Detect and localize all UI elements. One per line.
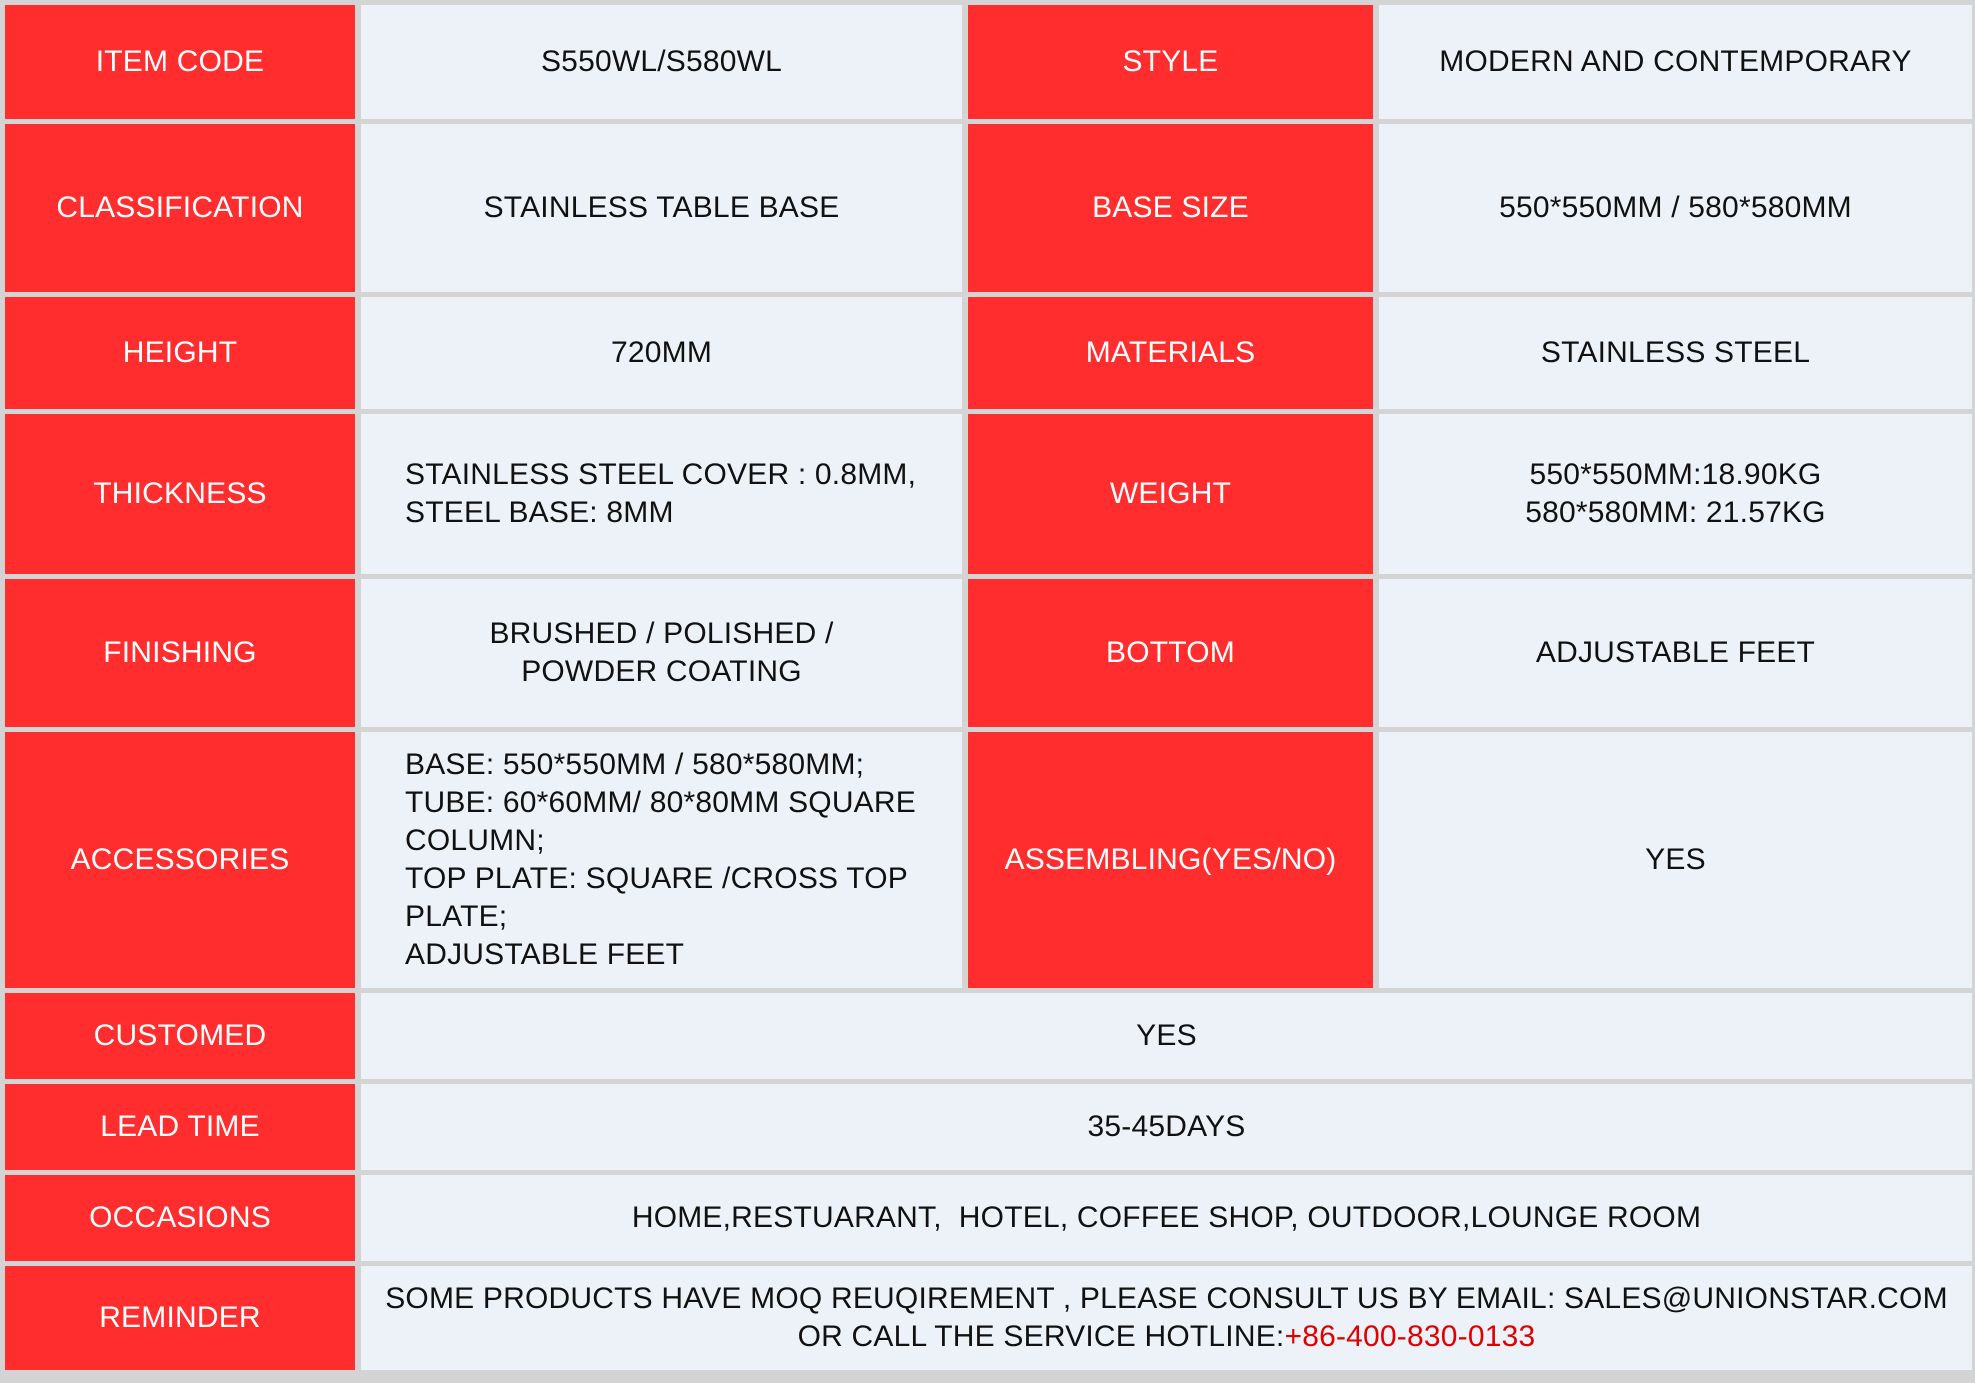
reminder-line-2: [385, 1318, 1948, 1356]
thickness-line: STEEL BASE: 8MM: [405, 496, 674, 529]
materials-label: MATERIALS: [968, 297, 1373, 409]
lead-time-label: LEAD TIME: [5, 1084, 355, 1170]
accessories-line: ADJUSTABLE FEET: [405, 938, 685, 971]
height-value: 720MM: [361, 297, 962, 409]
occasions-label: OCCASIONS: [5, 1175, 355, 1261]
weight-value: [1379, 414, 1972, 574]
customed-label: CUSTOMED: [5, 993, 355, 1079]
base-size-value: 550*550MM / 580*580MM: [1379, 124, 1972, 292]
weight-line: 550*550MM:18.90KG: [1529, 458, 1822, 491]
accessories-line: TUBE: 60*60MM/ 80*80MM SQUARE: [405, 786, 916, 819]
style-label: STYLE: [968, 5, 1373, 119]
accessories-label: ACCESSORIES: [5, 732, 355, 988]
occasions-value: HOME,RESTUARANT, HOTEL, COFFEE SHOP, OUTDOOR,LOUNGE ROOM: [361, 1175, 1972, 1261]
finishing-label: FINISHING: [5, 579, 355, 727]
assembling-label: ASSEMBLING(YES/NO): [968, 732, 1373, 988]
lead-time-value: 35-45DAYS: [361, 1084, 1972, 1170]
finishing-value: [361, 579, 962, 727]
accessories-value: [361, 732, 962, 988]
finishing-line: BRUSHED / POLISHED /: [489, 617, 834, 650]
reminder-label: REMINDER: [5, 1266, 355, 1370]
hotline-number: +86-400-830-0133: [1284, 1320, 1536, 1353]
accessories-line: PLATE;: [405, 900, 508, 933]
reminder-value: [361, 1266, 1972, 1370]
thickness-line: STAINLESS STEEL COVER : 0.8MM,: [405, 458, 917, 491]
thickness-label: THICKNESS: [5, 414, 355, 574]
finishing-line: POWDER COATING: [521, 655, 802, 688]
base-size-label: BASE SIZE: [968, 124, 1373, 292]
item-code-value: S550WL/S580WL: [361, 5, 962, 119]
bottom-label: BOTTOM: [968, 579, 1373, 727]
materials-value: STAINLESS STEEL: [1379, 297, 1972, 409]
bottom-value: ADJUSTABLE FEET: [1379, 579, 1972, 727]
assembling-value: YES: [1379, 732, 1972, 988]
classification-value: STAINLESS TABLE BASE: [361, 124, 962, 292]
thickness-value: [361, 414, 962, 574]
reminder-hotline-prefix: OR CALL THE SERVICE HOTLINE:: [797, 1320, 1285, 1353]
height-label: HEIGHT: [5, 297, 355, 409]
accessories-line: COLUMN;: [405, 824, 545, 857]
accessories-line: TOP PLATE: SQUARE /CROSS TOP: [405, 862, 908, 895]
reminder-line-1: SOME PRODUCTS HAVE MOQ REUQIREMENT , PLEASE CONSULT US BY EMAIL: SALES@UNIONSTAR.COM: [385, 1282, 1948, 1315]
weight-line: 580*580MM: 21.57KG: [1525, 496, 1826, 529]
item-code-label: ITEM CODE: [5, 5, 355, 119]
customed-value: YES: [361, 993, 1972, 1079]
weight-label: WEIGHT: [968, 414, 1373, 574]
accessories-line: BASE: 550*550MM / 580*580MM;: [405, 748, 865, 781]
classification-label: CLASSIFICATION: [5, 124, 355, 292]
style-value: MODERN AND CONTEMPORARY: [1379, 5, 1972, 119]
